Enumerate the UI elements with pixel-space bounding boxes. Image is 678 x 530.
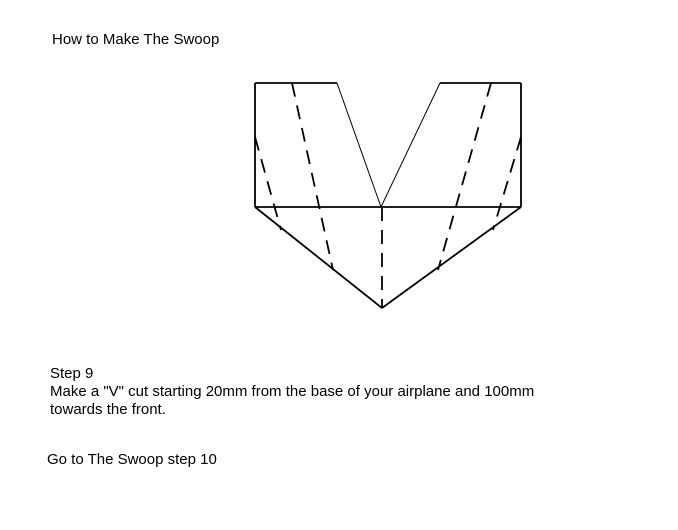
- page-title: How to Make The Swoop: [52, 31, 220, 48]
- fold-line-outer-left: [255, 137, 281, 230]
- v-cut-left: [337, 83, 381, 207]
- fold-line-inner-right: [438, 83, 491, 270]
- v-cut-right: [381, 83, 440, 207]
- step-text-line-1: Make a "V" cut starting 20mm from the base of your airplane and 100mm: [50, 383, 535, 400]
- step-text-line-2: towards the front.: [50, 401, 166, 418]
- nose-left-edge: [255, 207, 382, 308]
- fold-line-outer-right: [493, 137, 521, 230]
- step-heading: Step 9: [50, 365, 94, 382]
- step-instructions: [50, 365, 610, 419]
- next-step-link[interactable]: Go to The Swoop step 10: [47, 451, 217, 468]
